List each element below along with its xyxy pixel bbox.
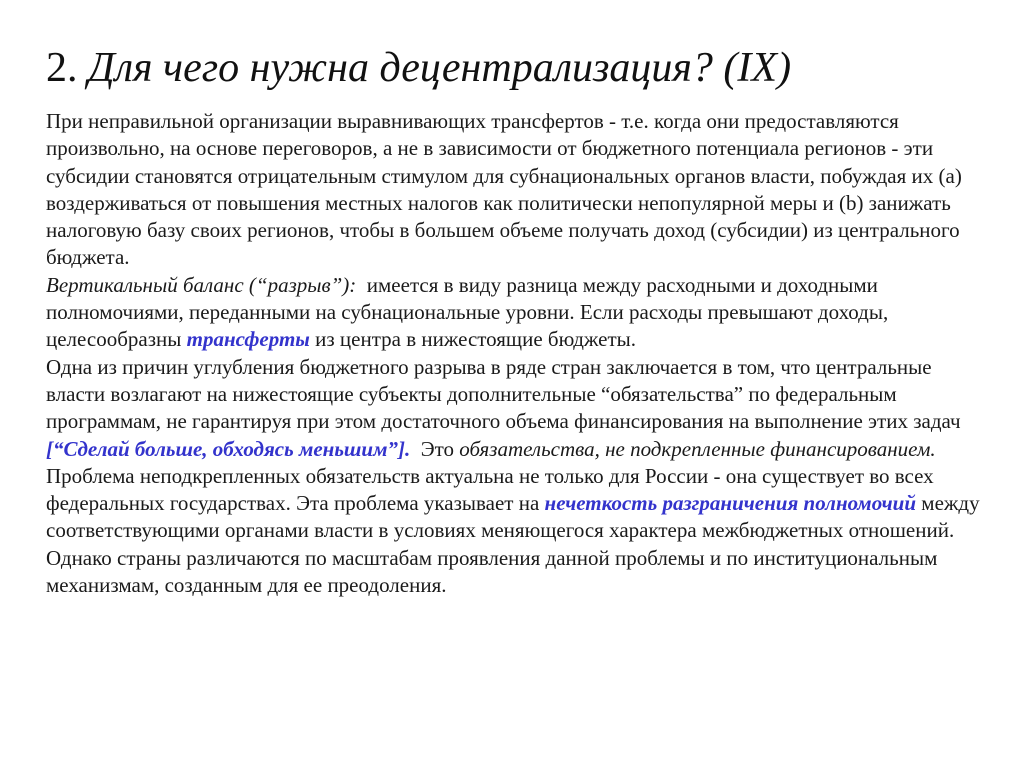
paragraph-equalizing-transfers: При неправильной организации выравнивающих трансфертов - т.е. когда они предоставляются произвольно, на основе переговоров, а не в зависимости от бюджетного потенциала регионов - эти субсидии становятся отрицательным стимулом для субнациональных органов власти, побуждая их (а) воздерживаться от повышения местных налогов как политически непопулярной меры и (b) занижать налоговую базу своих регионов, чтобы в большем объеме получать доход (субсидии) из центрального бюджета.	[46, 109, 962, 270]
unfunded-mandates-text-b: между соответствующими органами власти в условиях меняющегося характера межбюджетных отношений. Однако страны различаются по масштабам проявления данной проблемы и по институциональным механизмам, созданным для ее преодоления.	[46, 491, 980, 598]
paragraph-budget-gap	[46, 354, 986, 463]
slide-title	[46, 42, 791, 94]
slide-title-text: Для чего нужна децентрализация? (IX)	[88, 45, 792, 91]
unfunded-mandates-text-a: Проблема неподкрепленных обязательств актуальна не только для России - она существует во всех федеральных государствах. Эта проблема указывает на	[46, 463, 934, 516]
paragraph-vertical-balance	[46, 272, 986, 354]
transfers-highlight: трансферты	[186, 327, 310, 352]
budget-gap-text: Одна из причин углубления бюджетного разрыва в ряде стран заключается в том, что центральные власти возлагают на нижестоящие субъекты дополнительные “обязательства” по федеральным программам, не гарантируя при этом достаточного объема финансирования на выполнение этих задач	[46, 354, 961, 434]
vertical-balance-text-a: имеется в виду разница между расходными и доходными полномочиями, переданными на субнациональные уровни. Если расходы превышают доходы, целесообразны	[46, 272, 889, 352]
slide-title-number: 2.	[46, 45, 78, 91]
slide-body	[46, 108, 986, 599]
unclear-powers-highlight: нечеткость разграничения полномочий	[544, 491, 917, 516]
vertical-balance-text-b: из центра в нижестоящие бюджеты.	[315, 327, 636, 352]
do-more-with-less-highlight: [“Сделай больше, обходясь меньшим”].	[46, 436, 411, 461]
paragraph-unfunded-mandates	[46, 463, 986, 599]
unfunded-mandates-italic: обязательства, не подкрепленные финансированием.	[459, 436, 936, 461]
vertical-balance-term: Вертикальный баланс (“разрыв”):	[46, 272, 357, 297]
budget-gap-tail: Это	[420, 436, 454, 461]
